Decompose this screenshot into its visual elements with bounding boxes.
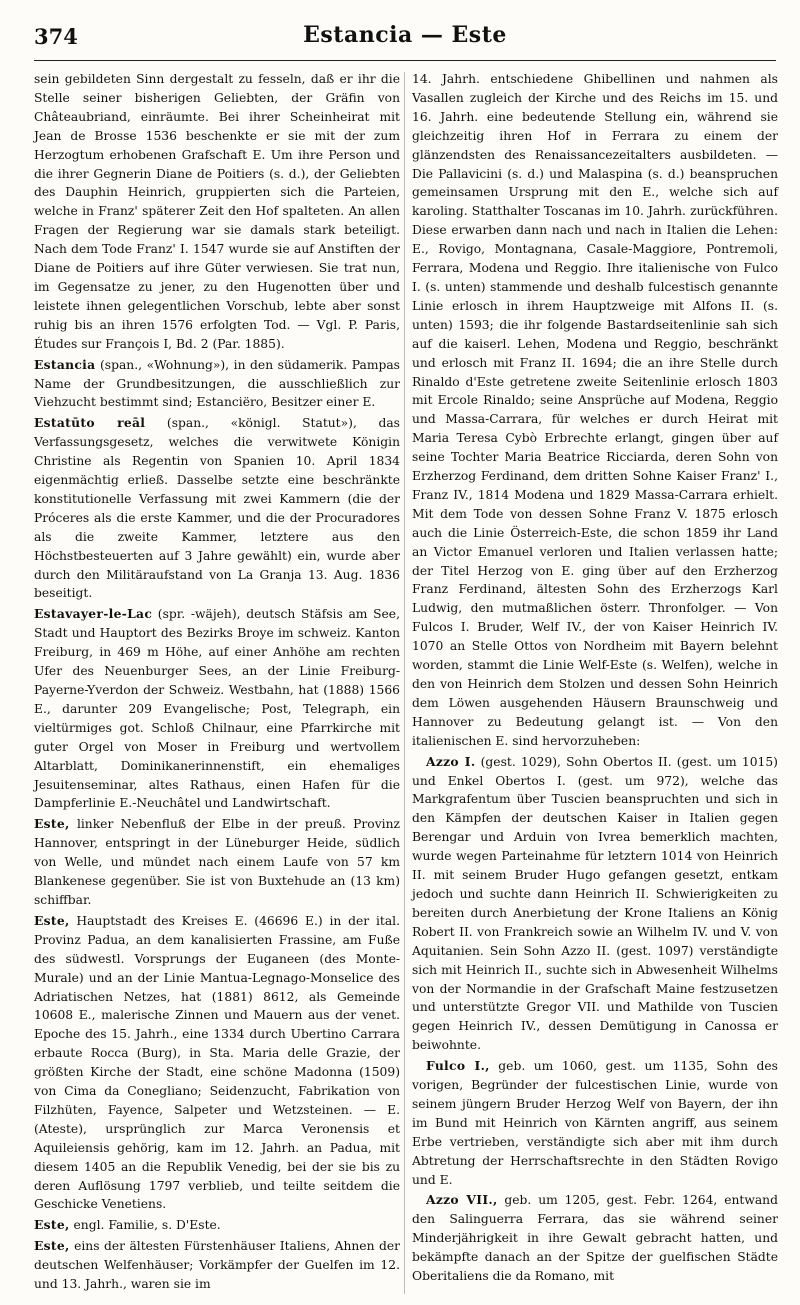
entry-text: engl. Familie, s. D'Este.	[73, 1218, 221, 1233]
entry-este-town	[34, 912, 400, 1215]
running-title: Estancia — Este	[303, 22, 507, 48]
entry-headword: Estavayer-le-Lac	[34, 606, 153, 622]
entry-headword: Estancia	[34, 356, 96, 372]
subentry-headword: Azzo VII.,	[426, 1192, 498, 1208]
entry-text: (span., «Wohnung»), in den südamerik. Pampas Name der Grundbesitzungen, die ausschließlich zur Viehzucht bestimmt sind; Estanciëro, Besitzer einer E.	[34, 357, 400, 410]
entry-headword: Estatūto reāl	[34, 415, 146, 431]
subentry-text: geb. um 1060, gest. um 1135, Sohn des vorigen, Begründer der fulcestischen Linie, wurde von seinem jüngern Bruder Herzog Welf von Bayern, der ihn im Bund mit Heinrich von Kärnten angriff, aus seinem Erbe vertrieben, verständigte sich aber mit ihm durch Abtretung der Herrschaftsrechte in den Städten Rovigo und E.	[412, 1059, 778, 1187]
subentry-fulco-i	[412, 1057, 778, 1189]
column-divider	[404, 72, 405, 1294]
entry-este-house	[34, 1237, 400, 1294]
entry-headword: Este,	[34, 1217, 70, 1233]
subentry-headword: Fulco I.,	[426, 1058, 490, 1074]
subentry-azzo-vii	[412, 1191, 778, 1286]
entry-text: (spr. -wäjeh), deutsch Stäfsis am See, Stadt und Hauptort des Bezirks Broye im schweiz. Kanton Freiburg, in 469 m Höhe, auf einer Anhöhe am rechten Ufer des Neuenburger Sees, an der Linie Freiburg-Payerne-Yverdon der Schweiz. Westbahn, hat (1888) 1566 E., darunter 209 Evangelische; Post, Telegraph, ein vieltürmiges got. Schloß Chilnaur, eine Pfarrkirche mit guter Orgel von Moser in Freiburg und wertvollem Altarblatt, Dominikanerinnenstift, ein ehemaliges Jesuitenseminar, altes Rathaus, einen Hafen für die Dampferlinie E.-Neuchâtel und Landwirtschaft.	[34, 607, 400, 811]
entry-headword: Este,	[34, 816, 70, 832]
entry-text: linker Nebenfluß der Elbe in der preuß. Provinz Hannover, entspringt in der Lüneburger Heide, südlich von Welle, und mündet nach einem Laufe von 57 km Blankenese gegenüber. Sie ist von Buxtehude an (13 km) schiffbar.	[34, 817, 400, 907]
subentry-headword: Azzo I.	[426, 753, 476, 769]
entry-headword: Este,	[34, 912, 70, 928]
entry-estatuto-real	[34, 414, 400, 603]
page-number: 374	[34, 24, 78, 49]
subentry-azzo-i	[412, 753, 778, 1056]
entry-text: eins der ältesten Fürstenhäuser Italiens, Ahnen der deutschen Welfenhäuser; Vorkämpfer der Guelfen im 12. und 13. Jahrh., waren sie im	[34, 1239, 400, 1292]
entry-text: (span., «königl. Statut»), das Verfassungsgesetz, welches die verwitwete Königin Christine als Regentin von Spanien 10. April 1834 eigenmächtig erließ. Dasselbe setzte eine beschränkte konstitutionelle Verfassung mit zwei Kammern (die der Próceres als die erste Kammer, und die der Procuradores als die zweite Kammer, letztere aus den Höchstbesteuerten auf 3 Jahre gewählt) ein, wurde aber durch den Militäraufstand von La Granja 13. Aug. 1836 beseitigt.	[34, 416, 400, 601]
entry-estancia	[34, 356, 400, 413]
right-column	[412, 70, 778, 1288]
entry-este-river	[34, 815, 400, 910]
entry-estavayer	[34, 605, 400, 813]
subentry-text: (gest. 1029), Sohn Obertos II. (gest. um 1015) und Enkel Obertos I. (gest. um 972), welche das Markgrafentum über Tuscien beanspruchten und sich in den Kämpfen der deutschen Kaiser in Italien gegen Berengar und Arduin von Ivrea bemerklich machten, wurde wegen Parteinahme für letztern 1014 von Heinrich II. mit seinem Bruder Hugo gefangen gesetzt, entkam jedoch und suchte dann Heinrich II. Schwierigkeiten zu bereiten durch Anerbietung der Krone Italiens an König Robert II. von Frankreich sowie an Wilhelm IV. und V. von Aquitanien. Sein Sohn Azzo II. (gest. 1097) verständigte sich mit Heinrich II., suchte sich in Abwesenheit Wilhelms von der Normandie in der Grafschaft Maine festzusetzen und unterstützte Gregor VII. und Mathilde von Tuscien gegen Heinrich IV., dessen Demütigung in Canossa er beiwohnte.	[412, 754, 778, 1053]
continued-paragraph: sein gebildeten Sinn dergestalt zu fesseln, daß er ihr die Stelle seiner bisherigen Geliebten, der Gräfin von Châteaubriand, einräumte. Bei ihrer Scheinheirat mit Jean de Brosse 1536 beschenkte er sie mit der zum Herzogtum erhobenen Grafschaft E. Um ihre Person und die ihrer Gegnerin Diane de Poitiers (s. d.), der Geliebten des Dauphin Heinrich, gruppierten sich die Parteien, welche in Franz' späterer Zeit den Hof spalteten. An allen Fragen der Regierung war sie damals stark beteiligt. Nach dem Tode Franz' I. 1547 wurde sie auf Anstiften der Diane de Poitiers auf ihre Güter verwiesen. Sie trat nun, im Gegensatze zu jener, zu den Hugenotten über und leistete ihnen gelegentlichen Vorschub, lebte aber sonst ruhig bis an ihren 1576 erfolgten Tod. — Vgl. P. Paris, Études sur François I, Bd. 2 (Par. 1885).	[34, 72, 400, 351]
entry-text: Hauptstadt des Kreises E. (46696 E.) in der ital. Provinz Padua, an dem kanalisierten Frassine, am Fuße des südwestl. Vorsprungs der Euganeen (des Monte-Murale) und an der Linie Mantua-Legnago-Monselice des Adriatischen Netzes, hat (1881) 8612, als Gemeinde 10608 E., malerische Zinnen und Mauern aus der venet. Epoche des 15. Jahrh., eine 1334 durch Ubertino Carrara erbaute Rocca (Burg), in Sta. Maria delle Grazie, der größten Kirche der Stadt, eine schöne Madonna (1509) von Cima da Conegliano; Seidenzucht, Fabrikation von Filzhüten, Fayence, Salpeter und Wetzsteinen. — E. (Ateste), ursprünglich zur Marca Veronensis et Aquileiensis gehörig, kam im 12. Jahrh. an Padua, mit diesem 1405 an die Republik Venedig, bei der sie bis zu deren Auflösung 1797 verblieb, und teilte seitdem die Geschicke Venetiens.	[34, 913, 400, 1212]
entry-este-family-engl	[34, 1216, 400, 1235]
subentry-text: geb. um 1205, gest. Febr. 1264, entwand den Salinguerra Ferrara, das sie während seiner Minderjährigkeit in ihre Gewalt gebracht hatten, und bekämpfte danach an der Spitze der guelfischen Städte Oberitaliens die da Romano, mit	[412, 1193, 778, 1284]
header-rule	[34, 60, 776, 61]
entry-headword: Este,	[34, 1238, 70, 1254]
page-header	[34, 10, 776, 54]
left-column	[34, 70, 400, 1296]
continued-paragraph: 14. Jahrh. entschiedene Ghibellinen und nahmen als Vasallen zugleich der Kirche und des Reichs im 15. und 16. Jahrh. eine bedeutende Stellung ein, während sie gleichzeitig ihren Hof in Ferrara zu einem der glänzendsten des Renaissancezeitalters ausbildeten. — Die Pallavicini (s. d.) und Malaspina (s. d.) beanspruchen gemeinsamen Ursprung mit den E., welche sich auf karoling. Statthalter Toscanas im 10. Jahrh. zurückführen. Diese erwarben dann nach und nach in Italien die Lehen: E., Rovigo, Montagnana, Casale-Maggiore, Pontremoli, Ferrara, Modena und Reggio. Ihre italienische von Fulco I. (s. unten) stammende und deshalb fulcestisch genannte Linie erlosch in ihrem Hauptzweige mit Alfons II. (s. unten) 1593; die ihr folgende Bastardseitenlinie sah sich auf die kaiserl. Lehen, Modena und Reggio, beschränkt und erlosch mit Franz II. 1694; die an ihre Stelle durch Rinaldo d'Este getretene zweite Seitenlinie erlosch 1803 mit Ercole Rinaldo; seine Ansprüche auf Modena, Reggio und Massa-Carrara, für welches er durch Heirat mit Maria Teresa Cybò Erbrechte erlangt, gingen über auf seine Tochter Maria Beatrice Ricciarda, deren Sohn von Erzherzog Ferdinand, dem dritten Sohne Kaiser Franz' I., Franz IV., 1814 Modena und 1829 Massa-Carrara erhielt. Mit dem Tode von dessen Sohne Franz V. 1875 erlosch auch die Linie Österreich-Este, die schon 1859 ihr Land an Victor Emanuel verloren und Italien verlassen hatte; der Titel Herzog von E. ging über auf den Erzherzog Franz Ferdinand, ältesten Sohn des Erzherzogs Karl Ludwig, den mutmaßlichen österr. Thronfolger. — Von Fulcos I. Bruder, Welf IV., der von Kaiser Heinrich IV. 1070 an Stelle Ottos von Nordheim mit Bayern belehnt worden, stammt die Linie Welf-Este (s. Welfen), welche in den von Heinrich dem Stolzen und dessen Sohn Heinrich dem Löwen ausgehenden Häusern Braunschweig und Hannover zu Bedeutung gelangt ist. — Von den italienischen E. sind hervorzuheben:	[412, 72, 778, 748]
